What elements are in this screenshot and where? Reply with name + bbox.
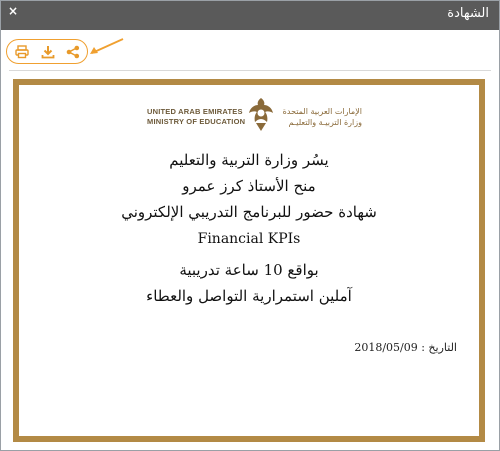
certificate-program-name: Financial KPIs bbox=[197, 231, 301, 247]
falcon-emblem-icon bbox=[247, 96, 275, 134]
close-icon[interactable]: × bbox=[7, 4, 19, 18]
emblem-english-text bbox=[147, 107, 245, 127]
print-icon[interactable] bbox=[14, 44, 30, 60]
certificate-line-hours: بواقع 10 ساعة تدريبية bbox=[179, 261, 319, 279]
emblem-ar-line2: وزارة التربيـة والتعليـم bbox=[288, 118, 362, 127]
emblem-arabic-text bbox=[282, 106, 362, 128]
share-icon[interactable] bbox=[65, 44, 81, 60]
toolbar bbox=[1, 30, 499, 70]
dialog-titlebar bbox=[1, 1, 499, 30]
date-value: 2018/05/09 bbox=[354, 341, 418, 354]
toolbar-button-group bbox=[6, 39, 88, 64]
download-icon[interactable] bbox=[40, 44, 56, 60]
emblem-en-line1: UNITED ARAB EMIRATES bbox=[147, 107, 243, 116]
toolbar-divider bbox=[9, 70, 491, 71]
certificate bbox=[13, 79, 485, 442]
certificate-line-closing: آملين استمرارية التواصل والعطاء bbox=[146, 287, 352, 305]
date-label: التاريخ : bbox=[421, 341, 457, 354]
annotation-arrow-icon bbox=[87, 36, 127, 58]
certificate-line-recipient: منح الأستاذ كرز عمرو bbox=[182, 177, 316, 195]
dialog-title: الشهادة bbox=[447, 6, 489, 21]
emblem-ar-line1: الإمارات العربية المتحدة bbox=[282, 107, 362, 116]
certificate-line-ministry: يسُر وزارة التربية والتعليم bbox=[169, 151, 329, 169]
emblem-en-line2: MINISTRY OF EDUCATION bbox=[147, 117, 246, 126]
certificate-date bbox=[19, 341, 457, 354]
ministry-emblem bbox=[19, 93, 479, 139]
certificate-line-attendance: شهادة حضور للبرنامج التدريبي الإلكتروني bbox=[121, 203, 377, 221]
